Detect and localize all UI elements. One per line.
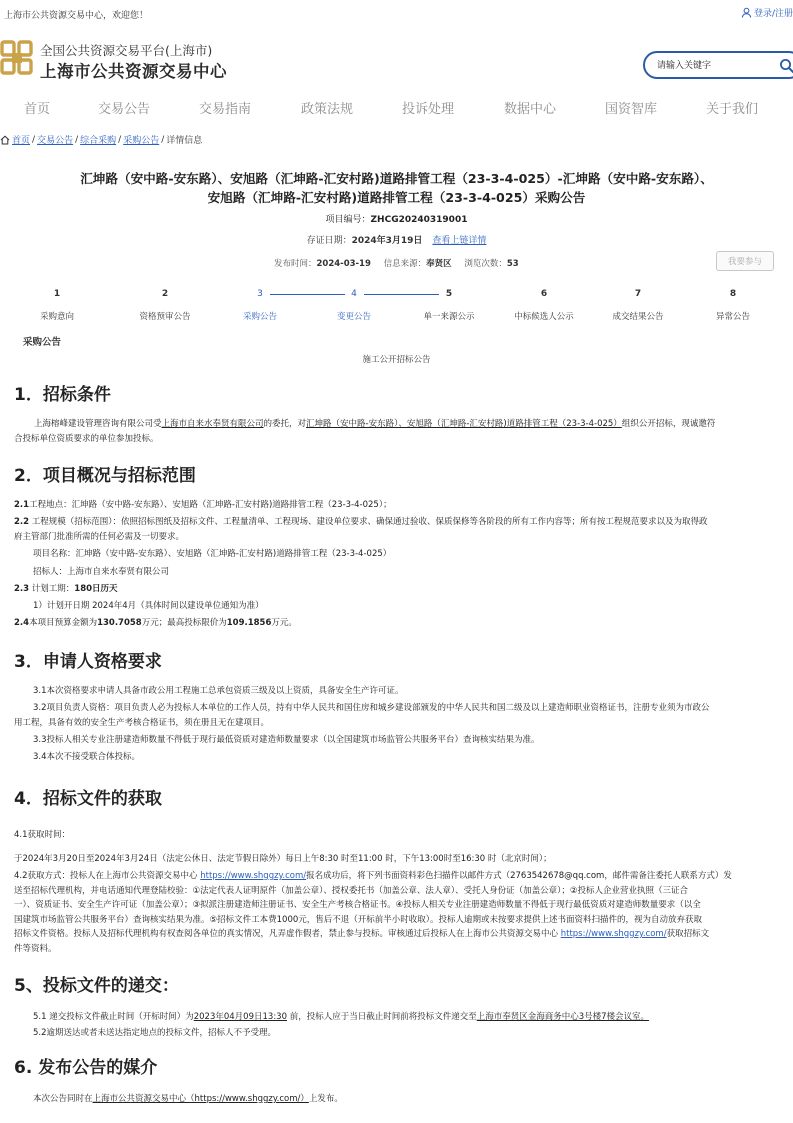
nav-item-about[interactable]: 关于我们 — [706, 102, 759, 117]
user-icon — [741, 7, 752, 18]
breadcrumb-announcements[interactable]: 交易公告 — [37, 136, 74, 146]
step-number: 1 — [53, 289, 61, 299]
section-1-text: 上海榕峰建设管理咨询有限公司受上海市自来水奉贤有限公司的委托，对汇坤路（安中路-安东路）、安旭路（汇坤路-汇安村路)道路排管工程（23-3-4-025）组织公开招标，现诚邀符 合投标单位资质要求的单位参加投标。 — [14, 419, 716, 444]
nav-item-guide[interactable]: 交易指南 — [199, 102, 252, 117]
section-5-line: 5.1 递交投标文件截止时间（开标时间）为2023年04月09日13:30 前，投标人应于当日截止时间前将投标文件递交至上海市奉贤区金海商务中心3号楼7楼会议室。 — [33, 1012, 650, 1022]
step-candidate[interactable]: 中标候选人公示 — [514, 312, 574, 322]
section-3-line: 3.4本次不接受联合体投标。 — [33, 752, 141, 762]
source-label: 信息来源： — [383, 259, 427, 269]
archive-label: 存证日期： — [306, 236, 352, 246]
login-label[interactable]: 登录/注册 — [753, 9, 793, 19]
section-heading: 6. 发布公告的媒介 — [14, 1058, 158, 1078]
main-nav — [0, 96, 793, 118]
project-number-value: ZHCG20240319001 — [370, 215, 468, 225]
publish-label: 发布时间： — [274, 259, 317, 269]
nav-item-announcements[interactable]: 交易公告 — [98, 102, 151, 117]
section-2-line: 项目名称：汇坤路（安中路-安东路）、安旭路（汇坤路-汇安村路)道路排管工程（23-3-4-025） — [33, 549, 392, 559]
step-result[interactable]: 成交结果公告 — [612, 312, 664, 322]
section-heading: 3．申请人资格要求 — [14, 652, 162, 672]
breadcrumb-home[interactable]: 首页 — [12, 136, 31, 146]
section-5-line: 5.2逾期送达或者未送达指定地点的投标文件，招标人不予受理。 — [33, 1028, 277, 1038]
chain-details-link[interactable]: 查看上链详情 — [432, 236, 487, 246]
shggzy-link[interactable]: https://www.shggzy.com/ — [200, 871, 307, 881]
site-logo-icon[interactable] — [0, 40, 34, 76]
step-number: 7 — [634, 289, 642, 299]
section-4-line: 于2024年3月20日至2024年3月24日（法定公休日、法定节假日除外）每日上午8:30 时至11:00 时，下午13:00时至16:30 时（北京时间）； — [14, 854, 552, 864]
nav-item-think-tank[interactable]: 国资智库 — [605, 102, 658, 117]
source-value: 奉贤区 — [426, 259, 452, 269]
section-heading: 1．招标条件 — [14, 385, 111, 405]
step-intent[interactable]: 采购意向 — [39, 312, 75, 322]
nav-item-data-center[interactable]: 数据中心 — [504, 102, 557, 117]
site-title[interactable]: 上海市公共资源交易中心 — [40, 62, 227, 81]
step-change-notice[interactable]: 变更公告 — [336, 312, 372, 322]
breadcrumb-current: 详情信息 — [166, 136, 203, 146]
shggzy-link[interactable]: https://www.shggzy.com/ — [560, 929, 667, 939]
home-icon — [0, 135, 10, 145]
login-link[interactable] — [741, 6, 793, 19]
section-heading: 2．项目概况与招标范围 — [14, 466, 196, 486]
notice-subtitle: 施工公开招标公告 — [362, 355, 431, 365]
nav-item-complaints[interactable]: 投诉处理 — [402, 102, 455, 117]
section-2-line: 2.4本项目预算金额为130.7058万元；最高投标限价为109.1856万元。 — [14, 618, 297, 628]
step-number: 5 — [445, 289, 453, 299]
step-number: 4 — [351, 289, 357, 299]
search-input[interactable] — [657, 58, 767, 73]
step-number: 8 — [729, 289, 737, 299]
search-icon[interactable] — [779, 58, 793, 74]
views-count: 53 — [506, 259, 519, 269]
step-exception[interactable]: 异常公告 — [715, 312, 751, 322]
section-6-line: 本次公告同时在上海市公共资源交易中心（https://www.shggzy.com/）上发布。 — [33, 1094, 343, 1104]
section-2-line: 2.3 计划工期：180日历天 — [14, 584, 118, 594]
page-title — [40, 169, 753, 207]
nav-item-home[interactable]: 首页 — [24, 102, 51, 117]
section-2-line: 2.2 工程规模（招标范围）：依照招标图纸及招标文件、工程量清单、工程现场、建设单位要求、确保通过验收、保质保修等各阶段的所有工作内容等；所有按工程规范要求以及为取得政 府主管部门批准所需的任何必需及一切要求。 — [14, 517, 708, 542]
section-4-line: 4.2获取方式：投标人在上海市公共资源交易中心 https://www.shggzy.com/报名成功后，将下列书面资料彩色扫描件以邮件方式（2763542678@qq.com，邮件需备注委托人联系方式）发 送至招标代理机构，并电话通知代理登陆校验：①法定代表人证明原件（加盖公章）、授权委托书（加盖公章、法人章）、受托人身份证（加盖公章）；②投标人企业营业执照（三证合 一）、资质证书、安全生产许可证（加盖公章）；③拟派注册建造师注册证书、安全生产考核合格证书。④投标人相关专业注册建造师数量不得低于现行最低资质对建造师数量要求（以全 国建筑市场监管公共服务平台）查询核实结果为准。⑤招标文件工本费1000元，售后不退（开标前半小时收取）。投标人逾期或未按要求提供上述书面资料扫描件的，视为自动放弃获取 招标文件资格。投标人及招标代理机构有权查阅各单位的真实情况，凡弄虚作假者，禁止参与投标。审核通过后投标人在上海市公共资源交易中心 https://www.shggzy.com/获取招标文 件等资料。 — [14, 871, 732, 954]
step-number: 6 — [540, 289, 548, 299]
section-3-line: 3.1本次资格要求申请人具备市政公用工程施工总承包资质三级及以上资质，具备安全生产许可证。 — [33, 686, 404, 696]
procurement-tab[interactable]: 采购公告 — [23, 337, 62, 348]
section-2-line: 2.1工程地点：汇坤路（安中路-安东路）、安旭路（汇坤路-汇安村路)道路排管工程（23-3-4-025）； — [14, 500, 392, 510]
step-connector — [364, 294, 439, 295]
project-number-label: 项目编号： — [325, 215, 371, 225]
section-3-line: 3.2项目负责人资格：项目负责人必为投标人本单位的工作人员，持有中华人民共和国住房和城乡建设部颁发的中华人民共和国二级及以上建造师职业资格证书，注册专业须为市政公 用工程，具备有效的安全生产考核合格证书，须在册且无在建项目。 — [14, 703, 710, 728]
search-box — [643, 51, 793, 79]
site-subtitle: 全国公共资源交易平台(上海市) — [40, 43, 213, 58]
step-connector — [270, 294, 345, 295]
publish-meta — [274, 257, 529, 269]
archive-info — [0, 233, 793, 246]
breadcrumb-comprehensive[interactable]: 综合采购 — [80, 136, 117, 146]
nav-item-policies[interactable]: 政策法规 — [301, 102, 354, 117]
process-steps — [0, 286, 793, 326]
breadcrumb-procurement[interactable]: 采购公告 — [123, 136, 160, 146]
step-procurement-notice[interactable]: 采购公告 — [242, 312, 278, 322]
section-3-line: 3.3投标人相关专业注册建造师数量不得低于现行最低资质对建造师数量要求（以全国建筑市场监管公共服务平台）查询核实结果为准。 — [33, 735, 540, 745]
publish-date: 2024-03-19 — [316, 259, 371, 269]
step-single-source[interactable]: 单一来源公示 — [423, 312, 475, 322]
welcome-text: 上海市公共资源交易中心，欢迎您！ — [4, 11, 149, 21]
breadcrumb: 首页 / 交易公告 / 综合采购 / 采购公告 / 详情信息 — [0, 133, 202, 146]
section-4-line: 4.1获取时间： — [14, 830, 71, 840]
title-line-1: 汇坤路（安中路-安东路）、安旭路（汇坤路-汇安村路)道路排管工程（23-3-4-025）-汇坤路（安中路-安东路）、 — [80, 171, 713, 186]
step-number: 3 — [257, 289, 263, 299]
section-heading: 5、投标文件的递交： — [14, 976, 179, 996]
step-prequalification[interactable]: 资格预审公告 — [139, 312, 191, 322]
title-line-2: 安旭路（汇坤路-汇安村路)道路排管工程（23-3-4-025）采购公告 — [207, 190, 586, 205]
views-label: 浏览次数： — [464, 259, 507, 269]
top-bar — [0, 0, 793, 28]
archive-date: 2024年3月19日 — [351, 236, 423, 246]
step-number: 2 — [161, 289, 169, 299]
participate-button[interactable]: 我要参与 — [716, 251, 774, 271]
section-heading: 4．招标文件的获取 — [14, 789, 162, 809]
project-number — [0, 212, 793, 225]
section-2-line: 1）计划开日期 2024年4月（具体时间以建设单位通知为准） — [33, 601, 264, 611]
section-2-line: 招标人：上海市自来水奉贤有限公司 — [33, 567, 170, 577]
